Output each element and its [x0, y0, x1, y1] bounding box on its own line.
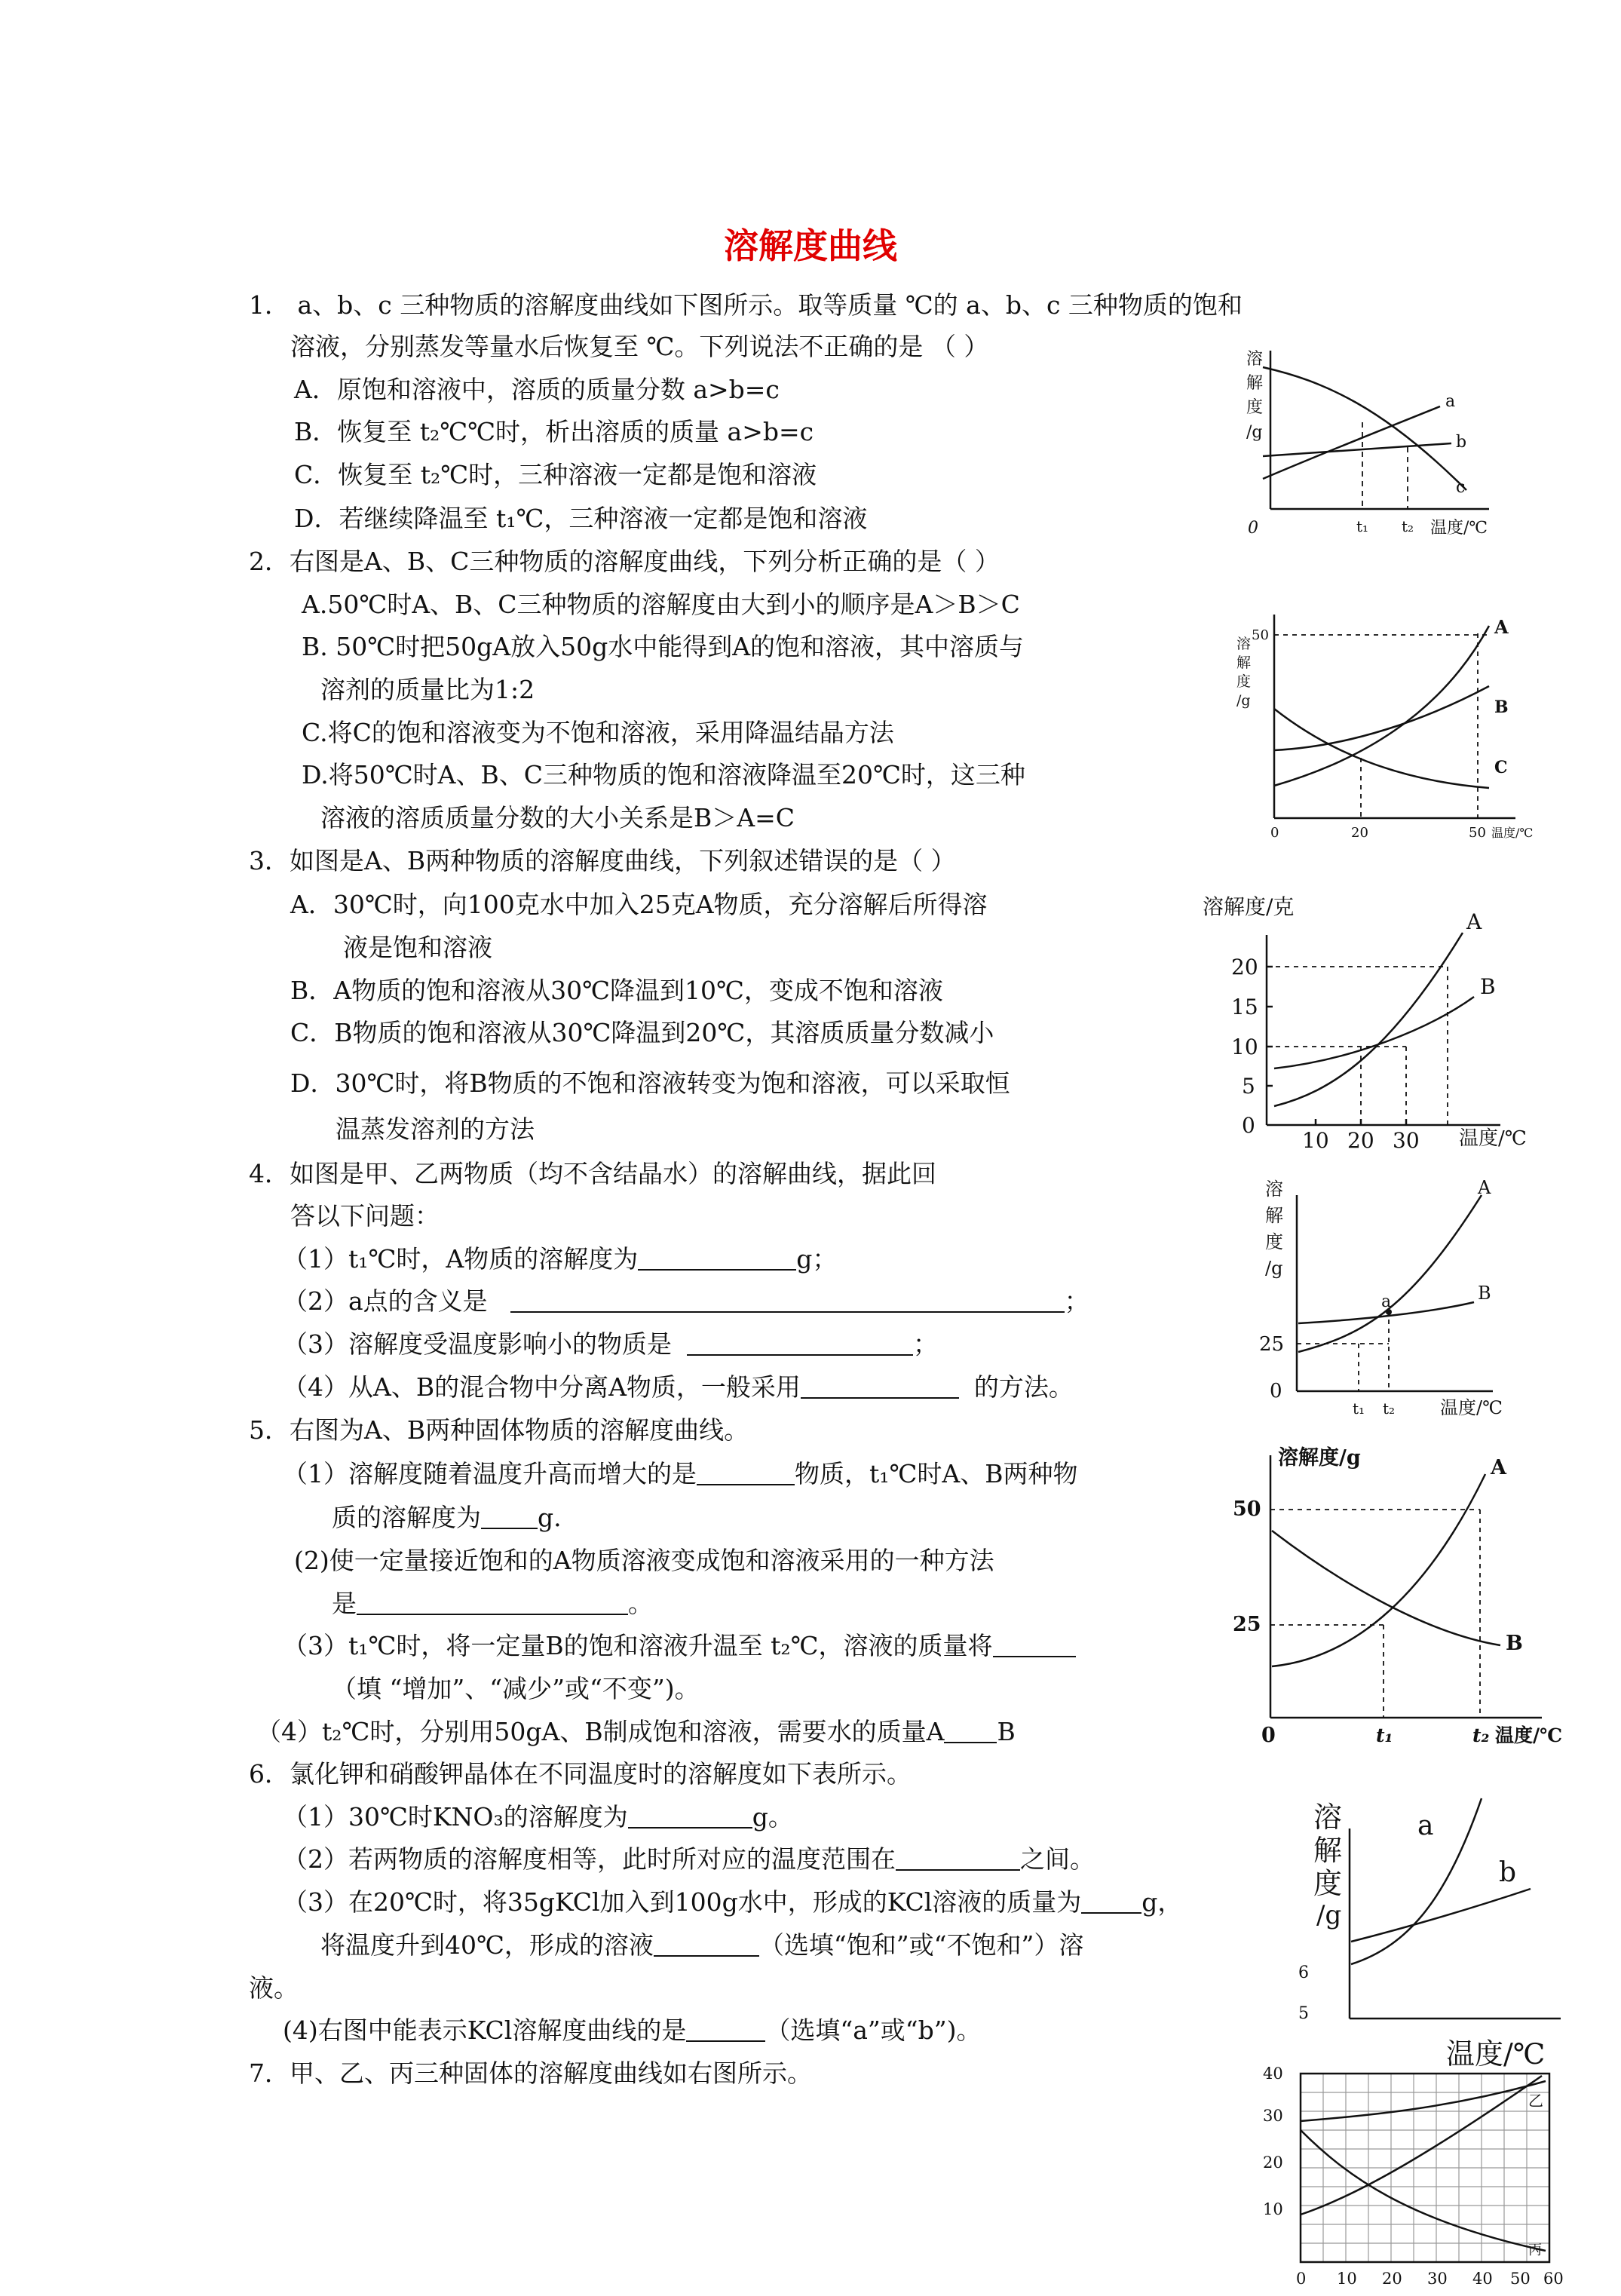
ylabel-char: 溶 — [1313, 1801, 1343, 1834]
q3-option-d: D．30℃时，将B物质的不饱和溶液转变为饱和溶液，可以采取恒 — [290, 1068, 1010, 1098]
y-tick-50: 50 — [1233, 1497, 1261, 1521]
figure-3-solubility-curves — [1203, 890, 1527, 1153]
q1-option-d: D．若继续降温至 t₁℃，三种溶液一定都是饱和溶液 — [294, 504, 868, 533]
q5-part3: （3）t₁℃时，将一定量B的饱和溶液升温至 t₂℃，溶液的质量将 — [283, 1631, 1076, 1661]
answer-blank[interactable] — [638, 1246, 796, 1271]
q6-part3b: 将温度升到40℃，形成的溶液 （选填“饱和”或“不饱和”）溶 — [320, 1930, 1084, 1960]
y-tick-30: 30 — [1263, 2107, 1283, 2125]
x-tick-50: 50 — [1469, 825, 1486, 841]
q1-stem: 1． a、b、c 三种物质的溶解度曲线如下图所示。取等质量 ℃的 a、b、c 三种物质的饱和 — [249, 290, 1243, 320]
x-tick-10: 10 — [1337, 2270, 1357, 2288]
x-tick-20: 20 — [1351, 825, 1368, 841]
q1-option-a: A．原饱和溶液中，溶质的质量分数 a>b=c — [294, 375, 780, 404]
figure-2-solubility-curves — [1229, 611, 1534, 852]
q6-part2: （2）若两物质的溶解度相等，此时所对应的温度范围在 之间。 — [283, 1844, 1095, 1874]
curve-A — [1274, 626, 1489, 786]
answer-blank[interactable] — [628, 1804, 752, 1829]
ylabel-char: /g — [1316, 1900, 1342, 1930]
y-tick-10: 10 — [1231, 1035, 1258, 1059]
y-tick-25: 25 — [1259, 1333, 1285, 1356]
x-tick-40: 40 — [1472, 2270, 1493, 2288]
curve-A — [1272, 1474, 1485, 1666]
answer-blank[interactable] — [801, 1375, 959, 1399]
answer-blank[interactable] — [1081, 1890, 1141, 1914]
series-label-b: b — [1456, 433, 1467, 452]
answer-blank[interactable] — [481, 1505, 538, 1529]
ylabel-char: /g — [1246, 423, 1263, 442]
y-axis-label: 溶解度/g — [1278, 1446, 1361, 1470]
x-tick-20: 20 — [1382, 2270, 1402, 2288]
x-axis-label: 温度/℃ — [1459, 1127, 1527, 1150]
x-tick-10: 10 — [1302, 1128, 1329, 1153]
ylabel-char: 度 — [1265, 1231, 1283, 1252]
series-label-b: b — [1499, 1857, 1517, 1888]
tick-t2: t₂ — [1472, 1724, 1490, 1746]
answer-blank[interactable] — [993, 1633, 1076, 1657]
answer-blank[interactable] — [944, 1719, 997, 1743]
q3-option-d2: 温蒸发溶剂的方法 — [336, 1114, 535, 1144]
tick-t2: t₂ — [1383, 1399, 1396, 1418]
q3-option-a: A．30℃时，向100克水中加入25克A物质，充分溶解后所得溶 — [290, 890, 988, 919]
q1-stem2: 溶液，分别蒸发等量水后恢复至 ℃。下列说法不正确的是 （ ） — [290, 332, 989, 361]
q2-option-c: C.将C的饱和溶液变为不饱和溶液，采用降温结晶方法 — [302, 718, 894, 747]
figure-7-solubility-curves — [1263, 2065, 1576, 2293]
series-label-bing: 丙 — [1528, 2242, 1542, 2258]
stray-label-6: 6 — [1298, 1963, 1309, 1982]
y-tick-50: 50 — [1252, 627, 1269, 643]
q7-stem: 7．甲、乙、丙三种固体的溶解度曲线如右图所示。 — [249, 2058, 812, 2088]
q5-part3b: （填 “增加”、“减少”或“不变”)。 — [332, 1674, 700, 1703]
ylabel-char: 度 — [1236, 673, 1252, 690]
y-tick-0: 0 — [1242, 1113, 1255, 1138]
ylabel-char: 溶 — [1246, 350, 1264, 369]
x-tick-0: 0 — [1270, 825, 1279, 841]
tick-t1: t₁ — [1376, 1724, 1393, 1746]
series-label-B: B — [1480, 974, 1496, 999]
answer-blank[interactable] — [654, 1933, 759, 1957]
answer-blank[interactable] — [687, 1332, 913, 1356]
q2-option-d: D.将50℃时A、B、C三种物质的饱和溶液降温至20℃时，这三种 — [302, 760, 1025, 789]
q4-part1: （1）t₁℃时，A物质的溶解度为 g； — [283, 1244, 838, 1274]
x-axis-label: 温度/℃ — [1440, 1397, 1503, 1418]
curve-A — [1298, 1195, 1482, 1352]
y-tick-20: 20 — [1231, 955, 1258, 979]
stray-label-5: 5 — [1298, 2004, 1309, 2023]
ylabel-char: 解 — [1236, 654, 1252, 671]
curve-a — [1351, 1798, 1482, 1964]
q5-part1b: 质的溶解度为 g. — [332, 1503, 562, 1532]
series-label-A: A — [1494, 616, 1509, 638]
q5-part2: (2)使一定量接近饱和的A物质溶液变成饱和溶液采用的一种方法 — [294, 1546, 994, 1575]
series-label-B: B — [1506, 1632, 1523, 1655]
x-tick-30: 30 — [1427, 2270, 1448, 2288]
series-label-A: A — [1491, 1456, 1506, 1479]
x-axis-label: 温度/℃ — [1430, 519, 1488, 538]
figure-5-solubility-curves — [1225, 1440, 1563, 1749]
q1-option-c: C．恢复至 t₂℃时，三种溶液一定都是饱和溶液 — [294, 460, 817, 489]
origin-label: 0 — [1261, 1724, 1276, 1747]
curve-yi — [1301, 2081, 1546, 2121]
answer-blank[interactable] — [896, 1847, 1020, 1871]
q3-option-a2: 液是饱和溶液 — [343, 933, 492, 962]
q6-part1: （1）30℃时KNO₃的溶解度为 g。 — [283, 1802, 793, 1832]
q6-part4: (4)右图中能表示KCl溶解度曲线的是 （选填“a”或“b”)。 — [283, 2016, 982, 2045]
ylabel-char: 解 — [1246, 374, 1264, 393]
x-axis-label: 温度/℃ — [1495, 1724, 1563, 1746]
ylabel-char: 解 — [1313, 1834, 1343, 1867]
curve-c — [1263, 367, 1466, 490]
q6-part3: （3）在20℃时，将35gKCl加入到100g水中，形成的KCl溶液的质量为 g， — [283, 1887, 1183, 1917]
x-tick-20: 20 — [1347, 1128, 1374, 1153]
answer-blank[interactable] — [357, 1591, 628, 1615]
q2-stem: 2．右图是A、B、C三种物质的溶解度曲线，下列分析正确的是（ ） — [249, 547, 1000, 576]
q2-option-a: A.50℃时A、B、C三种物质的溶解度由大到小的顺序是A＞B＞C — [302, 590, 1020, 619]
q4-stem2: 答以下问题： — [290, 1201, 440, 1231]
ylabel-char: 溶 — [1265, 1179, 1283, 1200]
series-label-C: C — [1494, 758, 1508, 777]
series-label-a: a — [1445, 392, 1456, 411]
x-tick-30: 30 — [1393, 1128, 1420, 1153]
q4-part4: （4）从A、B的混合物中分离A物质，一般采用 的方法。 — [283, 1372, 1074, 1402]
q1-option-b: B．恢复至 t₂℃℃时，析出溶质的质量 a>b=c — [294, 417, 814, 446]
series-label-A: A — [1466, 909, 1482, 934]
y-axis-label: 溶解度/克 — [1203, 894, 1295, 919]
q3-option-c: C．B物质的饱和溶液从30℃降温到20℃，其溶质质量分数减小 — [290, 1018, 994, 1047]
q6-stem: 6．氯化钾和硝酸钾晶体在不同温度时的溶解度如下表所示。 — [249, 1759, 912, 1789]
tick-t1: t₁ — [1356, 517, 1369, 535]
answer-blank[interactable] — [686, 2018, 765, 2042]
curve-B — [1274, 997, 1474, 1068]
q2-option-b2: 溶剂的质量比为1:2 — [320, 675, 535, 704]
q4-stem: 4．如图是甲、乙两物质（均不含结晶水）的溶解曲线，据此回 — [249, 1159, 936, 1188]
x-axis-label: 温度/℃ — [1446, 2037, 1546, 2071]
curve-bing — [1301, 2130, 1546, 2251]
answer-blank[interactable] — [510, 1289, 1065, 1313]
ylabel-char: /g — [1265, 1258, 1283, 1279]
y-tick-20: 20 — [1263, 2153, 1283, 2172]
q5-part1: （1）溶解度随着温度升高而增大的是 物质，t₁℃时A、B两种物 — [283, 1459, 1078, 1488]
page-title: 溶解度曲线 — [724, 225, 897, 266]
point-label-a: a — [1381, 1292, 1392, 1311]
ylabel-char: /g — [1236, 692, 1251, 709]
ylabel-char: 溶 — [1236, 636, 1252, 652]
curve-b — [1351, 1889, 1531, 1942]
curve-jia — [1301, 2076, 1542, 2215]
q6-part3c: 液。 — [249, 1973, 299, 2003]
x-tick-50: 50 — [1510, 2270, 1531, 2288]
series-label-B: B — [1478, 1283, 1491, 1304]
series-label-yi: 乙 — [1528, 2092, 1543, 2110]
q2-option-d2: 溶液的溶质质量分数的大小关系是B＞A=C — [320, 803, 795, 832]
tick-t1: t₁ — [1353, 1399, 1365, 1418]
y-tick-40: 40 — [1263, 2065, 1283, 2083]
q5-part2b: 是 。 — [332, 1589, 653, 1618]
curve-B — [1272, 1531, 1500, 1645]
ylabel-char: 度 — [1313, 1867, 1343, 1900]
y-tick-10: 10 — [1263, 2200, 1283, 2218]
q3-option-b: B．A物质的饱和溶液从30℃降温到10℃，变成不饱和溶液 — [290, 976, 943, 1005]
ylabel-char: 度 — [1246, 398, 1264, 417]
series-label-A: A — [1478, 1177, 1491, 1198]
origin-label: 0 — [1270, 1380, 1282, 1402]
answer-blank[interactable] — [697, 1461, 795, 1485]
series-label-a: a — [1417, 1810, 1434, 1841]
series-label-B: B — [1494, 697, 1509, 717]
figure-6-solubility-curves — [1274, 1798, 1576, 2074]
series-label-c: c — [1456, 478, 1466, 497]
q5-stem: 5．右图为A、B两种固体物质的溶解度曲线。 — [249, 1415, 749, 1445]
y-tick-25: 25 — [1233, 1613, 1261, 1636]
ylabel-char: 解 — [1265, 1205, 1283, 1226]
x-tick-0: 0 — [1296, 2270, 1307, 2288]
y-tick-15: 15 — [1231, 995, 1258, 1019]
y-tick-5: 5 — [1242, 1074, 1255, 1099]
curve-B — [1274, 686, 1489, 750]
curve-A — [1274, 933, 1463, 1106]
q4-part3: （3）溶解度受温度影响小的物质是 ； — [283, 1329, 938, 1359]
origin-label: 0 — [1248, 519, 1258, 538]
q5-part4: （4）t₂℃时，分别用50gA、B制成饱和溶液，需要水的质量A B — [256, 1717, 1016, 1746]
q2-option-b: B. 50℃时把50gA放入50g水中能得到A的饱和溶液，其中溶质与 — [302, 632, 1025, 661]
x-tick-60: 60 — [1543, 2270, 1564, 2288]
q4-part2: （2）a点的含义是 ； — [283, 1286, 1089, 1316]
figure-4-solubility-curves — [1236, 1173, 1538, 1421]
x-axis-label: 温度/℃ — [1491, 826, 1534, 840]
figure-1-solubility-curves — [1233, 343, 1512, 543]
q3-stem: 3．如图是A、B两种物质的溶解度曲线，下列叙述错误的是（ ） — [249, 846, 956, 875]
tick-t2: t₂ — [1402, 517, 1414, 535]
